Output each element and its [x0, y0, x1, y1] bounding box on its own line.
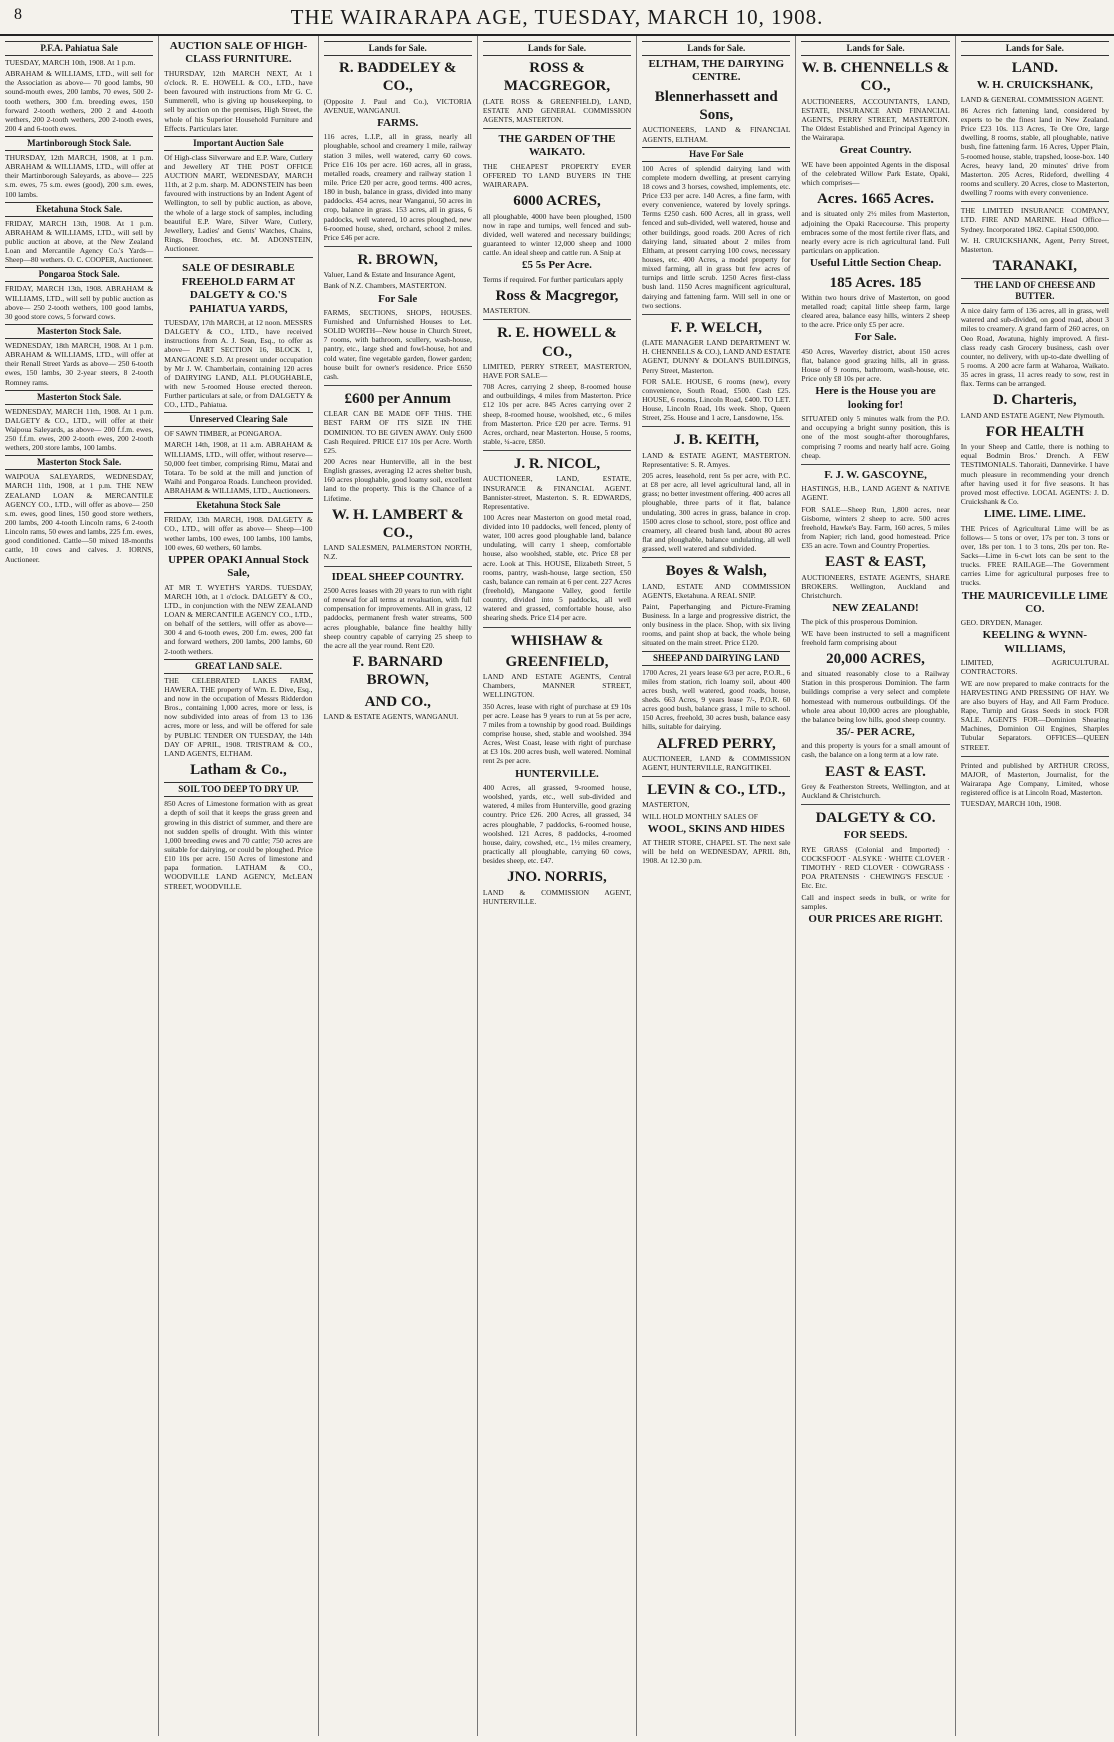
notice-subheading: FARMS.	[377, 116, 419, 129]
notice-body: WAIPOUA SALEYARDS, WEDNESDAY, MARCH 11th, 1908, at 1 p.m. THE NEW ZEALAND LOAN & MERCANTILE AGENCY CO., LTD., will offer as above— 250 s.m. ewes, good lines, 150 good store wethers, 200 lambs, 200 4-tooth Lincoln rams, 6 2-tooth Lincoln rams, 50 ewes and lambs, 225 f.m. ewes, good conditioned. Cattle—50 mixed 18-months cattle, 10 cows and calves. J. IORNS, Auctioneer.	[5, 472, 154, 564]
notice-body: 2500 Acres leases with 20 years to run with right of renewal for all terms at revaluation, with full compensation for improvements. All in grass, 12 paddocks, permanent fresh water streams, 500 acres ploughable, balance fine healthy hilly sheep country capable of carrying 25 sheep to the acre all the year round. Rent £20.	[323, 586, 472, 650]
notice-body: 708 Acres, carrying 2 sheep, 8-roomed house and outbuildings, 4 miles from Masterton. Price £12 10s per acre. 845 Acres carrying over 2 sheep, 8-roomed house, woolshed, etc., 6 miles from Masterton. Price £20 per acre. Terms. 91 Acres, orchard, near Masterton. House, 5 rooms, stable, ¼-acre, £850.	[482, 382, 632, 446]
firm-subtitle: LIMITED, PERRY STREET, MASTERTON, HAVE FOR SALE—	[482, 361, 632, 380]
firm-address: LAND SALESMEN, PALMERSTON NORTH, N.Z.	[323, 543, 472, 562]
notice-body: Call and inspect seeds in bulk, or write for samples.	[801, 892, 950, 911]
firm-subtitle: AUCTIONEERS, LAND & FINANCIAL AGENTS, ELTHAM.	[642, 125, 791, 144]
firm-name: GREENFIELD,	[505, 653, 609, 670]
firm-name: J. R. NICOL,	[513, 456, 601, 473]
firm-name: R. E. HOWELL & CO.,	[497, 325, 617, 360]
firm-name: W. H. CRUICKSHANK,	[976, 79, 1093, 92]
notice-heading: 6000 ACRES,	[513, 193, 601, 210]
notice-body: ABRAHAM & WILLIAMS, LTD., will sell for the Association as above— 70 good lambs, 90 sound-mouth ewes, 200 lambs, 70 ewes, 500 2-tooth wethers, 300 f.m. breeding ewes, 150 forward 2-tooth wethers, 200 2 and 4-tooth wethers, 200 2-tooth wethers, 200 2-tooth ewes, 200 4 and 6-tooth ewes.	[5, 69, 154, 133]
notice-date: TUESDAY, MARCH 10th, 1908. At 1 p.m.	[5, 57, 136, 67]
firm-subtitle: (LATE ROSS & GREENFIELD), LAND, ESTATE AND GENERAL COMMISSION AGENTS, MASTERTON.	[482, 96, 632, 124]
firm-subtitle: AUCTIONEER, LAND, ESTATE, INSURANCE & FINANCIAL AGENT. Bannister-street, Masterton. S. R. EDWARDS, Representative.	[482, 474, 632, 511]
firm-name: D. Charteris,	[992, 392, 1077, 409]
notice-heading: SHEEP AND DAIRYING LAND	[642, 651, 790, 666]
notice-heading: Unreserved Clearing Sale	[164, 412, 312, 427]
notice-body: In your Sheep and Cattle, there is nothing to equal Bodmin Bros.' Drench. A FEW TESTIMONIALS. Tahoraiti, Dannevirke. I have much pleasure in recommending your drench after having used it for five seasons. It has proved most effective. LOCAL AGENTS: J. D. Cruickshank & Co.	[960, 442, 1109, 506]
divider	[801, 804, 949, 805]
notice-heading: For Sale.	[854, 331, 897, 344]
notice-heading: NEW ZEALAND!	[832, 601, 919, 614]
notice-heading: Eketahuna Stock Sale.	[5, 202, 153, 217]
notice-subheading: SOIL TOO DEEP TO DRY UP.	[164, 782, 312, 797]
notice-body: 86 Acres rich fattening land, considered by experts to be the finest land in New Zealand. Price £23 10s. 113 Acres, Te Ore Ore, large dwelling, 8 rooms, stable, all ploughable, native bush, fine fattening farm. 16 Acres, Upper Plain, 5-roomed house, stable, trapshed, loose-box. 140 Acres, heavy land, 20 minutes' drive from Masterton. 205 Acres, Rideford, dwelling 4 rooms and scullery. 20 Acres, close to Masterton, dwelling 7 rooms with every convenience.	[960, 105, 1109, 198]
notice-heading: FOR HEALTH	[985, 423, 1084, 440]
divider	[961, 201, 1109, 202]
notice-body: 116 acres, L.I.P., all in grass, nearly all ploughable, school and creamery 1 mile, railway station 3 miles, well watered, carry 60 cows. Price £16 10s per acre. 160 acres, all in grass, metalled roads, creamery and railway station 1 mile. Price £20 per acre, good terms. 400 acres, 180 in bush, balance in grass, divided into many paddocks. 454 acres, near Wanganui, 50 acres in crop, balance in grass. 153 acres, all in grass, 6 paddocks, well watered, 10 acres ploughed, new 6-roomed house, shed, orchard, school 2 miles. Price £46 per acre.	[323, 132, 472, 242]
firm-name: DALGETY & CO.	[815, 810, 936, 827]
firm-subtitle: LAND & GENERAL COMMISSION AGENT.	[960, 94, 1104, 104]
notice-heading: LIME. LIME. LIME.	[983, 508, 1086, 521]
notice-body: Terms if required. For further particulars apply	[482, 274, 624, 284]
notice-body: WEDNESDAY, 18th MARCH, 1908. At 1 p.m. ABRAHAM & WILLIAMS, LTD., will offer at their Renall Street Yards as above— 250 6-tooth ewes, 150 lambs, 30 2-year steers, 8 2-tooth Romney rams.	[5, 340, 154, 387]
divider	[801, 464, 949, 465]
notice-subheading: FOR SEEDS.	[843, 829, 908, 842]
firm-name: F. BARNARD BROWN,	[352, 654, 443, 689]
column-5	[637, 36, 796, 1736]
notice-heading: Acres. 1665 Acres.	[817, 191, 934, 208]
firm-name: Blennerhassett and Sons,	[654, 88, 778, 124]
notice-body: Of High-class Silverware and E.P. Ware, Cutlery and Jewellery AT THE POST OFFICE AUCTION MART, WEDNESDAY, MARCH 11th, at 2 p.m. sharp. M. ADONSTEIN has been favoured with instructions by an Indent Agent of Wellington, to sell by public auction, as above, the whole of a large stock of samples, including beautiful E.P. Ware, Silver Ware, Cutlery, Jewellery, Ladies' and Gents' Watches, Chains, Rings, Brooches, etc. M. ADONSTEIN, Auctioneer.	[164, 152, 313, 254]
firm-name: F. J. W. GASCOYNE,	[824, 468, 927, 481]
section-heading: Lands for Sale.	[324, 41, 472, 56]
notice-body: 850 Acres of Limestone formation with as great a depth of soil that it keeps the grass green and growing in this district of summer, and there are not sudden spells of drought. With this winter 1,000 breeding ewes and 70 cattle; 750 acres are suitable for dairying, or could be ploughed. Price £10 10s per acre. 150 Acres of limestone and papa formation. LATHAM & CO., WOODVILLE LAND AGENCY, McLEAN STREET, WOODVILLE.	[164, 799, 313, 891]
notice-body: CLEAR CAN BE MADE OFF THIS. THE BEST FARM OF ITS SIZE IN THE DOMINION. TO BE GIVEN AWAY. Only £600 Cash Required. PRICE £17 10s per Acre. Worth £25.	[323, 409, 472, 455]
notice-body: 200 Acres near Hunterville, all in the best English grasses, averaging 12 acres shelter bush, 160 acres ploughable, good loamy soil, excellent land to the property. This is the Chance of a Lifetime.	[323, 457, 472, 503]
notice-heading: TARANAKI,	[992, 257, 1077, 274]
notice-body: MARCH 14th, 1908, at 11 a.m. ABRAHAM & WILLIAMS, LTD., will offer, without reserve— 50,000 feet timber, comprising Rimu, Matai and Totara. To be sold at the mill and junction of Waihi and Pongaroa Roads. Luncheon provided. ABRAHAM & WILLIAMS, LTD., Auctioneers.	[164, 440, 313, 496]
page-title: THE WAIRARAPA AGE, TUESDAY, MARCH 10, 1908.	[290, 4, 824, 29]
notice-body: THURSDAY, 12th MARCH NEXT, At 1 o'clock. R. E. HOWELL & CO., LTD., have been favoured with instructions from Mr G. C. Summerell, who is giving up housekeeping, to sell by auction on the premises, High Street, the whole of his Superior Household Furniture and Effects. Particulars later.	[164, 68, 313, 133]
divider	[483, 627, 631, 628]
divider	[642, 426, 790, 427]
notice-subheading: Have For Sale	[642, 147, 790, 162]
firm-address: (Opposite J. Paul and Co.), VICTORIA AVENUE, WANGANUI.	[323, 96, 472, 115]
notice-heading: ELTHAM, THE DAIRYING CENTRE.	[648, 57, 785, 84]
divider	[324, 566, 472, 567]
firm-subtitle: AUCTIONEERS, ESTATE AGENTS, SHARE BROKERS. Wellington, Auckland and Christchurch.	[801, 572, 950, 600]
notice-heading: Martinborough Stock Sale.	[5, 136, 153, 151]
notice-body: THE CELEBRATED LAKES FARM, HAWERA. THE property of Wm. E. Dive, Esq., and now in the occupation of Messrs Ridderdon Bros., containing 1,000 acres, more or less, is now subdivided into areas of from 13 to 136 acres, more or less, and will be offered for sale by PUBLIC TENDER ON TUESDAY, the 14th DAY OF APRIL, 1908. TRISTRAM & CO., LAND AGENTS, ELTHAM.	[164, 675, 313, 758]
notice-body: 100 Acres near Masterton on good metal road, divided into 10 paddocks, well fenced, plenty of water, 100 acres good ploughable land, balance undulating, will carry 1 sheep, comfortable house, also woolshed, stable, etc. Price £8 per acre. Look at This. HOUSE, Elizabeth Street, 5 rooms, pantry, wash-house, large section, £50 cash, balance can remain at 6 per cent. 227 Acres (freehold), Mangaone Valley, good fertile country, divided into 5 paddocks, all well watered and grassed, comfortable house, also shearing sheds. Price £14 per acre.	[482, 512, 632, 623]
firm-name: THE MAURICEVILLE LIME CO.	[961, 589, 1108, 615]
firm-subtitle: AUCTIONEER, LAND & COMMISSION AGENT, HUNTERVILLE, RANGITIKEI.	[642, 753, 791, 772]
column-2	[159, 36, 318, 1736]
section-heading: Lands for Sale.	[801, 41, 949, 56]
notice-heading: Eketahuna Stock Sale	[164, 498, 312, 513]
firm-subtitle: AUCTIONEERS, ACCOUNTANTS, LAND, ESTATE, INSURANCE AND FINANCIAL AGENTS, PERRY STREET, MASTERTON. The Oldest Established and Principal Agency in the Wairarapa.	[801, 96, 950, 143]
notice-subheading: OF SAWN TIMBER, at PONGAROA.	[164, 429, 282, 439]
firm-name: R. BROWN,	[357, 251, 438, 268]
notice-body: FARMS, SECTIONS, SHOPS, HOUSES. Furnished and Unfurnished Houses to Let. SOLID WORTH—New house in Church Street, 7 rooms, with bathroom, scullery, wash-house, pantry, etc., large shed and fowl-house, hot and cold water, fine vegetable garden, flower garden; house built for owner's residence. Price £650 cash.	[323, 307, 472, 381]
notice-body: 450 Acres, Waverley district, about 150 acres flat, balance good grazing hills, all in grass. House of 9 rooms, bathroom, wash-house, etc. Price only £8 10s per acre.	[801, 346, 950, 384]
notice-body: 350 Acres, lease with right of purchase at £9 10s per acre. Lease has 9 years to run at 5s per acre, 7 miles from a township by good road. Buildings comprise house, shed, stable and woolshed. 394 Acres, West Coast, lease with right of purchase at £3 10s. 200 acres bush, well watered. Nominal rent 2s per acre.	[482, 701, 632, 766]
column-4	[478, 36, 637, 1736]
divider	[642, 557, 790, 558]
firm-subtitle: LAND AND ESTATE AGENT, New Plymouth.	[960, 410, 1105, 420]
notice-heading: UPPER OPAKI Annual Stock Sale,	[168, 553, 309, 580]
divider	[961, 756, 1109, 757]
firm-name: R. BADDELEY & CO.,	[339, 59, 457, 95]
firm-subtitle: LAND, ESTATE AND COMMISSION AGENTS, Eketahuna. A REAL SNIP.	[642, 581, 791, 600]
notice-body: THURSDAY, 12th MARCH, 1908, at 1 p.m. ABRAHAM & WILLIAMS, LTD., will offer at their Martinborough Saleyards, as above— 225 s.m. ewes, 75 s.m. ewes (good), 200 s.m. ewes, 100 lambs.	[5, 153, 154, 199]
divider	[324, 385, 472, 386]
firm-subtitle: GEO. DRYDEN, Manager.	[960, 618, 1043, 628]
notice-heading: OUR PRICES ARE RIGHT.	[808, 912, 943, 925]
divider	[642, 314, 790, 315]
firm-subtitle: LAND AND ESTATE AGENTS, Central Chambers, MANNER STREET, WELLINGTON.	[482, 672, 632, 700]
notice-heading: Masterton Stock Sale.	[5, 455, 153, 470]
notice-body: 100 Acres of splendid dairying land with complete modern dwelling, at present carrying 18 cows and 3 horses, cowshed, implements, etc. Price £33 per acre. 140 Acres, a fine farm, with every convenience, watered by lovely springs. Terms £250 cash. 600 Acres, all in grass, well fenced and sub-divided, well watered, house and other buildings, good roads. 200 Acres of rich dairying land, situated about 2 miles from Eltham, at present carrying 100 cows, necessary houses, etc. 400 Acres, a model property for mixed farming, all in grass but few acres of turnips and little scrub. 1250 Acres first-class bush land. 1150 Acres magnificent agricultural, dairying and fattening farm. Will sell in one or two sections.	[642, 163, 791, 310]
notice-body: 205 acres, leasehold, rent 5s per acre, with P.C. at £8 per acre, all level agricultural land, all in grass; no better investment offering. 400 acres all ploughable, three parts of it flat, balance undulating, 300 acres in grass, balance in crop. 1500 acres close to school, store, post office and creamery, all cleared bush land, about 80 acres flat and ploughable, balance undulating, all well grassed, well watered and subdivided.	[642, 471, 791, 554]
price-line: £5 5s Per Acre.	[522, 259, 592, 272]
notice-subheading: THE LAND OF CHEESE AND BUTTER.	[961, 278, 1109, 304]
notice-heading: 20,000 ACRES,	[826, 650, 925, 667]
firm-address: MASTERTON,	[642, 800, 690, 810]
notice-body: WE have been instructed to sell a magnificent freehold farm comprising about	[801, 628, 950, 647]
notice-heading: HUNTERVILLE.	[515, 767, 599, 780]
notice-heading: Useful Little Section Cheap.	[809, 257, 942, 270]
notice-heading: GREAT LAND SALE.	[164, 659, 312, 674]
firm-name: KEELING & WYNN-WILLIAMS,	[982, 629, 1087, 655]
firm-subtitle: (LATE MANAGER LAND DEPARTMENT W. H. CHENNELLS & CO.), LAND AND ESTATE AGENT, DUNNY & DOLAN'S BUILDINGS, Perry Street, Masterton.	[642, 338, 791, 375]
notice-heading: £600 per Annum	[344, 391, 451, 408]
firm-name: LEVIN & CO., LTD.,	[647, 782, 786, 799]
notice-heading: THE GARDEN OF THE WAIKATO.	[498, 132, 616, 159]
notice-body: and is situated only 2½ miles from Masterton, adjoining the Opaki Racecourse. This property embraces some of the most fertile river flats, and nearly every acre is rich agricultural land. Full particulars on application.	[801, 209, 950, 255]
firm-name: J. B. KEITH,	[673, 432, 759, 449]
firm-address: MASTERTON.	[482, 306, 530, 316]
masthead	[0, 0, 1114, 36]
notice-body: WEDNESDAY, MARCH 11th, 1908. At 1 p.m. DALGETY & CO., LTD., will offer at their Waipoua Saleyards, as above— 200 f.f.m. ewes, 250 f.f.m. ewes, 200 2-tooth ewes, 200 2-tooth wethers, 200 store lambs, 100 lambs.	[5, 406, 154, 453]
firm-name: AND CO.,	[364, 693, 431, 710]
section-heading: Lands for Sale.	[483, 41, 631, 56]
notice-body: Paint, Paperhanging and Picture-Framing Business. In a large and progressive district, the only business in the place. Shop, with six living rooms, and paint shop at back, the whole being situated on the main street. Price £120.	[642, 601, 791, 648]
divider	[164, 257, 312, 258]
notice-heading: Pongaroa Stock Sale.	[5, 267, 153, 282]
column-3	[319, 36, 478, 1736]
notice-heading: P.F.A. Pahiatua Sale	[5, 41, 153, 56]
notice-heading: AUCTION SALE OF HIGH-CLASS FURNITURE.	[169, 40, 308, 66]
notice-body: all ploughable, 4000 have been ploughed, 1500 now in rape and turnips, well fenced and sub-divided, well watered and necessary buildings; guaranteed to winter 12,000 sheep and 1000 cattle. An ideal sheep and cattle run. A Snip at	[482, 211, 632, 258]
notice-heading: Important Auction Sale	[164, 136, 312, 151]
divider	[642, 776, 790, 777]
firm-name: W. B. CHENNELLS & CO.,	[801, 59, 950, 95]
notice-heading: Great Country.	[839, 144, 912, 157]
firm-address: Bank of N.Z. Chambers, MASTERTON.	[323, 281, 447, 291]
divider	[483, 450, 631, 451]
notice-body: AT THEIR STORE, CHAPEL ST. The next sale will be held on WEDNESDAY, APRIL 8th, 1908. At 12.30 p.m.	[642, 838, 791, 866]
notice-body: FOR SALE. HOUSE, 6 rooms (new), every convenience, South Road, £500. Cash £25. HOUSE, 6 rooms, Lincoln Road, £400. TO LET. House, Lincoln Road, 10s week. Shop, Queen Street, 25s. House and 1 acre, Lansdowne, 15s.	[642, 376, 791, 423]
firm-name: Boyes & Walsh,	[665, 563, 767, 580]
firm-subtitle: LIMITED, AGRICULTURAL CONTRACTORS.	[960, 658, 1109, 677]
firm-address: W. H. CRUICKSHANK, Agent, Perry Street, Masterton.	[960, 235, 1109, 254]
column-7	[956, 36, 1114, 1736]
notice-heading: IDEAL SHEEP COUNTRY.	[331, 570, 464, 583]
section-heading: Lands for Sale.	[642, 41, 790, 56]
column-1	[0, 36, 159, 1736]
firm-name: WHISHAW &	[510, 632, 604, 649]
divider	[483, 319, 631, 320]
divider	[483, 128, 631, 129]
firm-name: W. H. LAMBERT & CO.,	[331, 506, 464, 542]
notice-heading: Here is the House you are looking for!	[815, 385, 936, 411]
firm-address: Grey & Featherston Streets, Wellington, and at Auckland & Christchurch.	[801, 781, 950, 801]
notice-body: Within two hours drive of Masterton, on good metalled road; capital little sheep farm, large cleared area, balance easy hills, winters 2 sheep to the acre. Price only £5 per acre.	[801, 292, 950, 330]
firm-subtitle: LAND & ESTATE AGENT, MASTERTON. Representative: S. R. Amyes.	[642, 450, 791, 469]
notice-body: WE are now prepared to make contracts for the HARVESTING AND PRESSING OF HAY. We are also buyers of Hay, and All Farm Produce. Rape, Turnip and Grass Seeds in stock FOR SALE. AGENTS FOR—Dominion Shearing Machines, Dominion Oil Engines, Sharples Tubular Separators. OFFICES—QUEEN STREET.	[960, 678, 1109, 752]
firm-signature: Ross & Macgregor,	[495, 287, 619, 304]
firm-subtitle: HASTINGS, H.B., LAND AGENT & NATIVE AGENT.	[801, 484, 950, 503]
notice-heading: LAND.	[1011, 59, 1058, 76]
notice-subheading: The pick of this prosperous Dominion.	[801, 617, 918, 627]
notice-heading: 185 Acres. 185	[829, 274, 922, 291]
notice-heading: SALE OF DESIRABLE FREEHOLD FARM AT DALGETY & CO.'S PAHIATUA YARDS,	[181, 262, 296, 315]
firm-name: Latham & Co.,	[190, 762, 287, 778]
divider	[324, 246, 472, 247]
notice-heading: Masterton Stock Sale.	[5, 324, 153, 339]
notice-body: THE LIMITED INSURANCE COMPANY, LTD. FIRE AND MARINE. Head Office—Sydney. Incorporated 1862. Capital £500,000.	[960, 206, 1109, 234]
column-6	[796, 36, 955, 1736]
notice-body: FOR SALE—Sheep Run, 1,800 acres, near Gisborne, winters 2 sheep to acre. 500 acres freehold, Hawke's Bay. Farm, 160 acres, 5 miles from Napier; rich land, good homestead. Price £35 an acre. Town and Country Properties.	[801, 504, 950, 551]
imprint: Printed and published by ARTHUR CROSS, MAJOR, of Masterton, Journalist, for the Wairarapa Age Company, Limited, whose registered office is at Lincoln Road, Masterton.	[960, 760, 1109, 798]
notice-body: A nice dairy farm of 136 acres, all in grass, well watered and sub-divided, on good road, about 3 miles to creamery. A grand farm of 260 acres, on Oeo Road, Awatuna, highly improved. A first-class ready cash Grocery business, cash over counter, no delivery, with up-to-date dwelling of 5 rooms. A 200 acre farm at Waharoa, Waikato. 35 acres in grass, 11 acres ready to sow, rest in flax. Terms can be arranged.	[960, 306, 1109, 389]
notice-body: 400 Acres, all grassed, 9-roomed house, woolshed, yards, etc., well sub-divided and watered, 4 miles from Hunterville, good grazing country. Price £26. 200 Acres, all grassed, 34 acres ploughable, 7 paddocks, 6-roomed house, woolshed. 121 Acres, 8 paddocks, 4-roomed house, dairy, cowshed, etc., 1½ miles creamery, practically all ploughable, carrying 60 cows, besides sheep, etc. £47.	[482, 783, 632, 866]
notice-subheading: For Sale	[378, 292, 418, 305]
notice-body: and situated reasonably close to a Railway Station in this prosperous Dominion. The farm buildings comprise a very select and complete homestead with numerous outbuildings. Of the whole area about 10,000 acres are ploughable, the balance being low hills, good sheep country.	[801, 669, 950, 724]
firm-name: EAST & EAST,	[825, 554, 926, 571]
notice-body: and this property is yours for a small amount of cash, the balance on a long term at a low rate.	[801, 741, 950, 760]
notice-heading: Masterton Stock Sale.	[5, 390, 153, 405]
notice-body: FRIDAY, 13th MARCH, 1908. DALGETY & CO., LTD., will offer as above— Sheep—100 wether lambs, 100 ewes, 100 lambs, 100 lambs, 100 ewes, 60 wethers, 60 lambs.	[164, 515, 313, 552]
notice-body: SITUATED only 5 minutes walk from the P.O. and occupying a bright sunny position, this is one of the most sought-after thoroughfares, comprising 7 rooms and nearly half acre. Going cheap.	[801, 414, 950, 460]
firm-subtitle: Valuer, Land & Estate and Insurance Agent,	[323, 270, 456, 280]
notice-body: RYE GRASS (Colonial and Imported) · COCKSFOOT · ALSYKE · WHITE CLOVER · TIMOTHY · RED CLOVER · COWGRASS · POA PRATENSIS · CHEWING'S FESCUE · Etc. Etc.	[801, 844, 950, 891]
notice-body: AT MR T. WYETH'S YARDS. TUESDAY, MARCH 10th, at 1 o'clock. DALGETY & CO., LTD., in conjunction with the NEW ZEALAND LOAN & MERCANTILE AGENCY CO., LTD., on behalf of the settlers, will offer as above— 300 4 and 6-tooth ewes, 200 f.m. ewes, 200 fat and forward wethers, 200 lambs, 200 lambs, 60 2-tooth wethers.	[164, 582, 313, 656]
firm-name: ROSS & MACGREGOR,	[503, 59, 611, 95]
firm-address: LAND & COMMISSION AGENT, HUNTERVILLE.	[482, 887, 632, 906]
firm-address: LAND & ESTATE AGENTS, WANGANUI.	[323, 711, 459, 721]
page-number: 8	[14, 6, 22, 23]
price-line: 35/- PER ACRE,	[836, 725, 915, 738]
notice-body: THE CHEAPEST PROPERTY EVER OFFERED TO LAND BUYERS IN THE WAIRARAPA.	[482, 161, 632, 190]
notice-body: WE have been appointed Agents in the disposal of the celebrated Willow Park Estate, Opaki, which comprises—	[801, 159, 950, 187]
firm-name: JNO. NORRIS,	[507, 869, 607, 886]
firm-name: ALFRED PERRY,	[656, 735, 776, 752]
notice-heading: WOOL, SKINS AND HIDES	[647, 822, 785, 835]
firm-signature: EAST & EAST.	[825, 763, 926, 780]
notice-body: FRIDAY, MARCH 13th, 1908. At 1 p.m. ABRAHAM & WILLIAMS, LTD., will sell by public auction at above, at the New Zealand Loan and Mercantile Agency Co.'s Yards— Sheep—80 wethers. O. C. COOPER, Auctioneer.	[5, 218, 154, 265]
notice-body: 1700 Acres, 21 years lease 6/3 per acre, P.O.R., 6 miles from station, rich loamy soil, about 400 acres bush, well watered, good roads, house, sheds. 663 Acres, 9 years lease 7/-, P.O.R. 60 acres good bush, balance grass, 1 mile to school. 150 Acres, freehold, 30 acres bush, balance easy hills, suitable for dairying.	[642, 667, 791, 732]
notice-body: THE Prices of Agricultural Lime will be as follows— 5 tons or over, 17s per ton. 3 tons or over, 18s per ton. 1 to 3 tons, 20s per ton. Re-Sacks—Lime in 6-cwt lots can be sent to the trucks. FREE RAILAGE—The Government carries Lime for agricultural purposes free to trucks.	[960, 523, 1109, 588]
notice-body: FRIDAY, MARCH 13th, 1908. ABRAHAM & WILLIAMS, LTD., will sell by public auction as above— 250 2-tooth wethers, 100 good lambs, 30 good store cows, 5 forward cows.	[5, 284, 154, 321]
notice-body: TUESDAY, 17th MARCH, at 12 noon. MESSRS DALGETY & CO., LTD., have received instructions from A. J. Sean, Esq., to offer as above— PART SECTION 16, BLOCK 1, MANGAONE S.D. At present under occupation by Mr J. W. Chamberlain, containing 120 acres of DAIRYING LAND, ALL PLOUGHABLE, with new 5-roomed House erected thereon. Further particulars at sale, or from DALGETY & CO., LTD., Pahiatua.	[164, 317, 313, 410]
section-heading: Lands for Sale.	[961, 41, 1109, 56]
columns	[0, 36, 1114, 1736]
firm-name: F. P. WELCH,	[670, 319, 763, 336]
imprint-date: TUESDAY, MARCH 10th, 1908.	[960, 799, 1062, 809]
notice-body: WILL HOLD MONTHLY SALES OF	[642, 811, 758, 821]
